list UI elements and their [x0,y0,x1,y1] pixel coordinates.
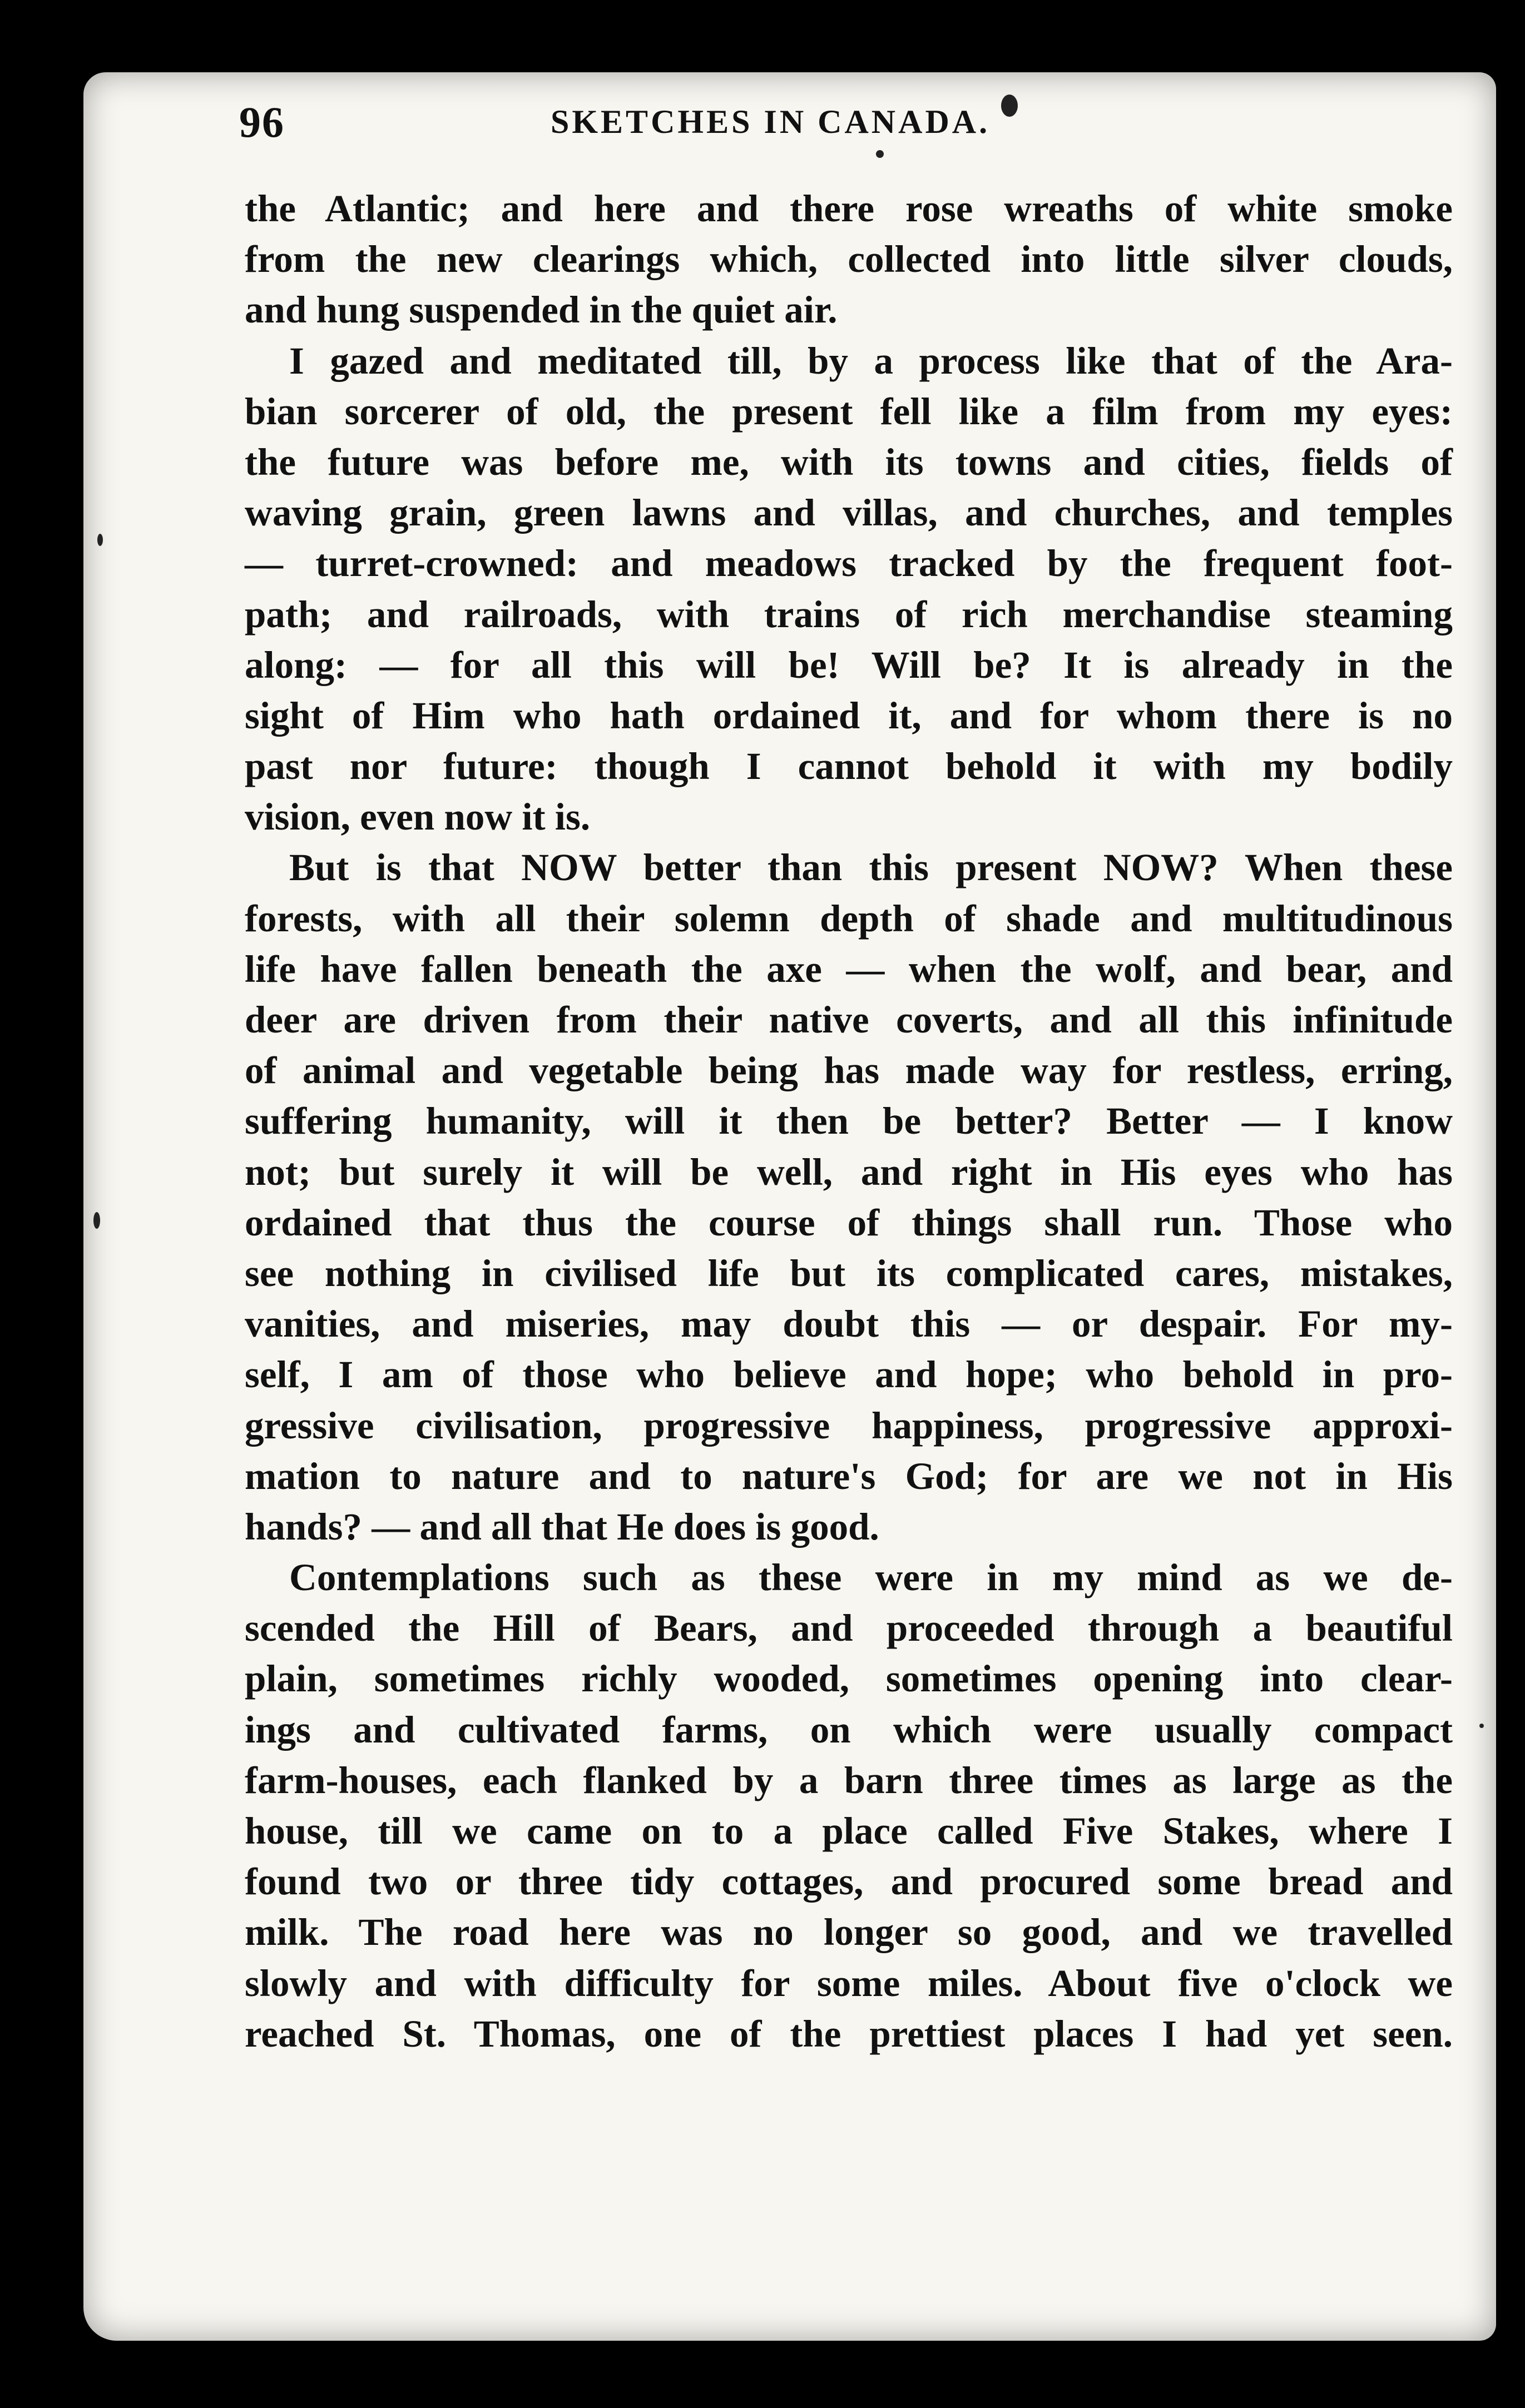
text-line: along: — for all this will be! Will be? It is already in the [245,643,1453,686]
scan-speck [93,1212,100,1229]
text-line: plain, sometimes richly wooded, sometimes opening into clear- [245,1657,1453,1700]
text-line: scended the Hill of Bears, and proceeded through a beautiful [245,1607,1453,1650]
text-line: slowly and with difficulty for some miles. About five o'clock we [245,1962,1453,2004]
text-line: waving grain, green lawns and villas, and churches, and temples [245,491,1453,534]
scan-speck [1479,1724,1484,1728]
scan-speck [1001,95,1018,117]
text-line: ordained that thus the course of things shall run. Those who [245,1201,1453,1244]
text-line: reached St. Thomas, one of the prettiest places I had yet seen. [245,2012,1453,2055]
body-text [245,183,1453,2059]
text-line: mation to nature and to nature's God; for are we not in His [245,1454,1453,1497]
text-line: past nor future: though I cannot behold it with my bodily [245,745,1453,788]
paragraph-start-line: But is that NOW better than this present NOW? When these [289,846,1453,889]
running-head: SKETCHES IN CANADA. [551,103,991,140]
text-line: suffering humanity, will it then be better? Better — I know [245,1100,1453,1143]
scan-speck [876,150,884,158]
text-line: bian sorcerer of old, the present fell like a film from my eyes: [245,390,1453,433]
text-line: hands? — and all that He does is good. [245,1505,879,1548]
text-line: and hung suspended in the quiet air. [245,289,838,331]
text-line: house, till we came on to a place called Five Stakes, where I [245,1810,1453,1852]
text-line: gressive civilisation, progressive happiness, progressive approxi- [245,1404,1453,1447]
text-line: self, I am of those who believe and hope; who behold in pro- [245,1353,1453,1396]
text-line: life have fallen beneath the axe — when the wolf, and bear, and [245,947,1453,990]
text-line: — turret-crowned: and meadows tracked by the frequent foot- [245,542,1453,585]
text-line: vanities, and miseries, may doubt this — or despair. For my- [245,1303,1453,1345]
text-line: of animal and vegetable being has made way for restless, erring, [245,1049,1453,1092]
text-line: from the new clearings which, collected into little silver clouds, [245,238,1453,281]
text-line: the future was before me, with its towns and cities, fields of [245,440,1453,483]
text-line: the Atlantic; and here and there rose wreaths of white smoke [245,187,1453,230]
text-line: deer are driven from their native coverts, and all this infinitude [245,999,1453,1041]
text-line: sight of Him who hath ordained it, and for whom there is no [245,694,1453,737]
text-line: not; but surely it will be well, and right in His eyes who has [245,1150,1453,1193]
text-line: milk. The road here was no longer so good, and we travelled [245,1911,1453,1954]
text-line: vision, even now it is. [245,796,591,838]
page-header [239,97,1463,164]
text-line: forests, with all their solemn depth of shade and multitudinous [245,897,1453,940]
paragraph-start-line: I gazed and meditated till, by a process like that of the Ara- [289,339,1453,382]
text-line: found two or three tidy cottages, and procured some bread and [245,1860,1453,1903]
text-line: farm-houses, each flanked by a barn three times as large as the [245,1759,1453,1801]
text-line: path; and railroads, with trains of rich merchandise steaming [245,593,1453,635]
scan-speck [97,534,103,546]
paragraph-start-line: Contemplations such as these were in my mind as we de- [289,1556,1453,1599]
page-number: 96 [239,98,285,146]
text-line: ings and cultivated farms, on which were usually compact [245,1708,1453,1751]
text-line: see nothing in civilised life but its complicated cares, mistakes, [245,1252,1453,1294]
